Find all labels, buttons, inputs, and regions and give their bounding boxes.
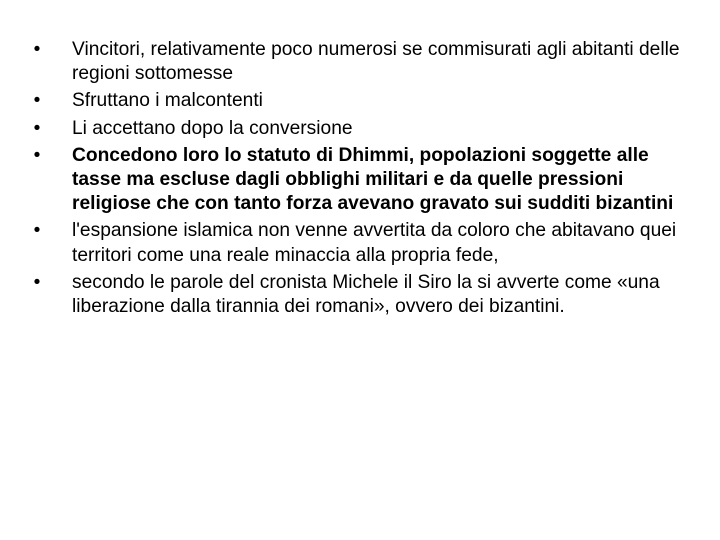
list-item (30, 271, 694, 319)
bullet-icon: • (33, 220, 41, 242)
bullet-text: Concedono loro lo statuto di Dhimmi, popolazioni soggette alle tasse ma escluse dagli obblighi militari e da quelle pressioni religiose che con tanto forza avevano gravato sui sudditi bizantini (72, 144, 674, 215)
bullet-icon: • (33, 117, 41, 139)
bullet-icon: • (33, 39, 41, 60)
list-item (30, 38, 694, 86)
list-item (30, 89, 694, 113)
bullet-icon: • (33, 144, 41, 166)
bullet-text: secondo le parole del cronista Michele il Siro la si avverte come «una liberazione dalla tirannia dei romani», ovvero dei bizantini. (72, 271, 660, 318)
bullet-text: Vincitori, relativamente poco numerosi se commisurati agli abitanti delle regioni sottomesse (72, 39, 680, 85)
list-item (30, 219, 694, 267)
bullet-text: Li accettano dopo la conversione (72, 117, 353, 139)
bullet-icon: • (33, 271, 41, 293)
bullet-text: l'espansione islamica non venne avvertita da coloro che abitavano quei territori come una reale minaccia alla propria fede, (72, 220, 677, 266)
bullet-icon: • (33, 90, 41, 112)
list-item (30, 117, 694, 141)
bullet-text: Sfruttano i malcontenti (72, 90, 263, 112)
bullet-list (30, 38, 694, 322)
list-item (30, 144, 694, 217)
